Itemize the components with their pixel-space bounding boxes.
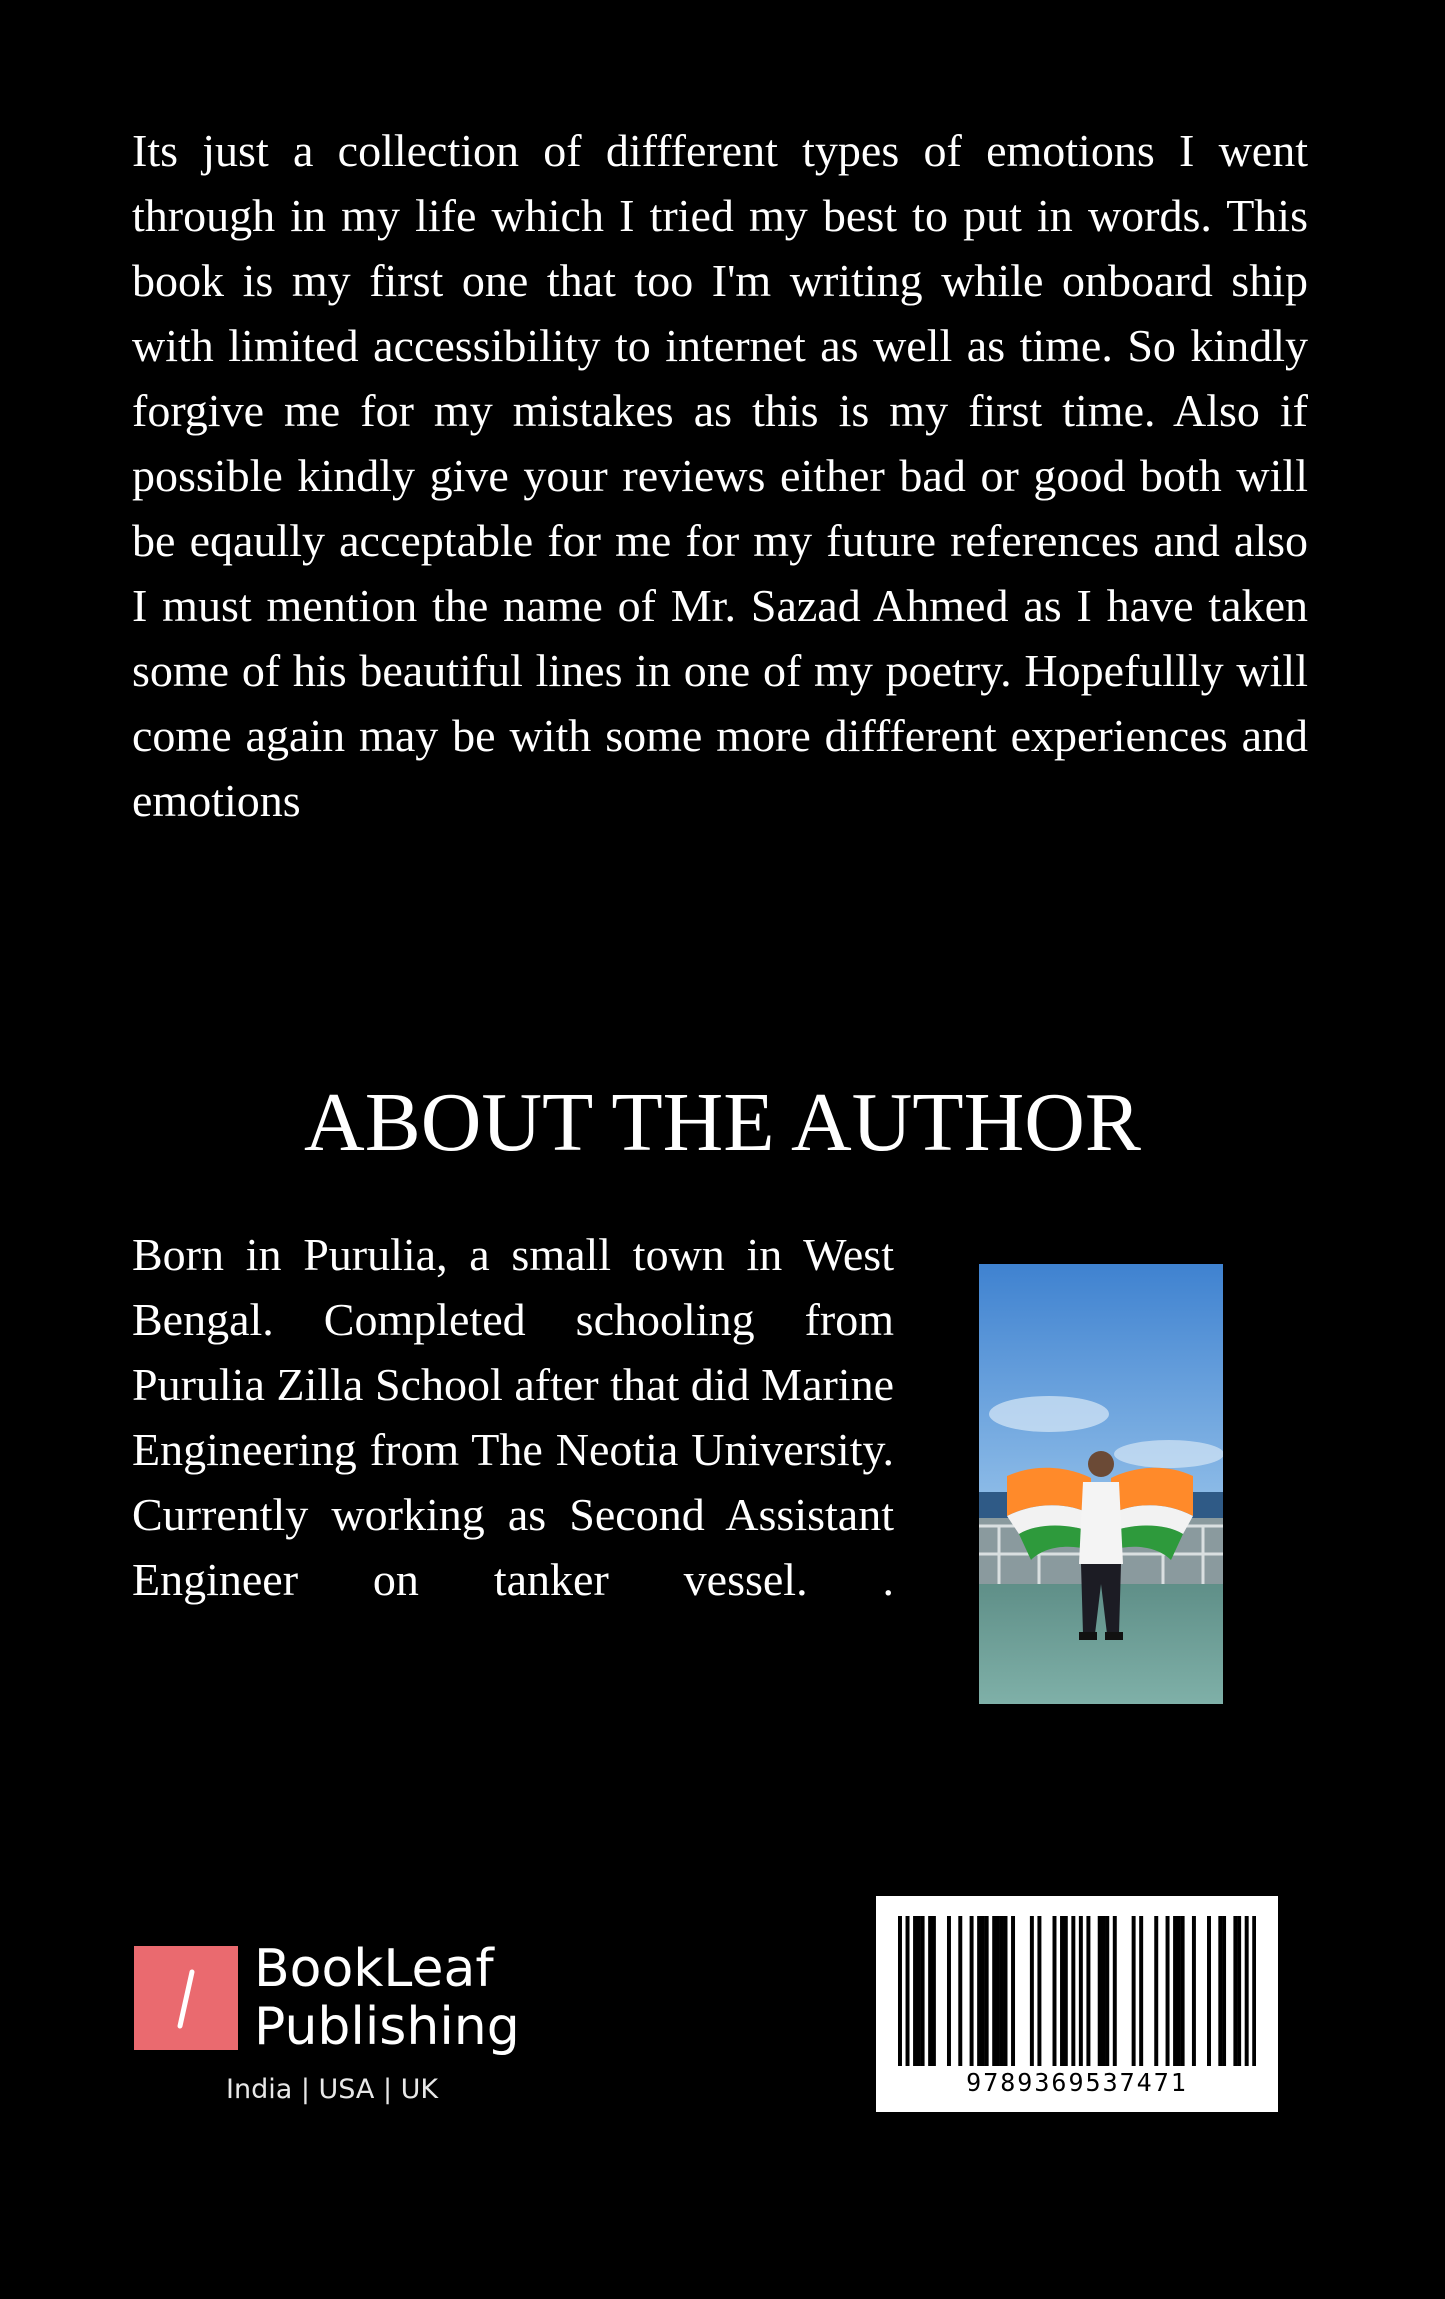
barcode-bar <box>913 1916 917 2066</box>
barcode-bar <box>1154 1916 1158 2066</box>
barcode-bar <box>970 1916 974 2066</box>
author-bio: Born in Purulia, a small town in West Bengal. Completed schooling from Purulia Zilla School after that did Marine Engineering from The Neotia University. Currently working as Second Assistant Engineer on tanker vessel. . <box>132 1229 894 1605</box>
barcode-bar <box>1252 1916 1256 2066</box>
barcode-bar <box>1098 1916 1102 2066</box>
barcode-bar <box>1139 1916 1143 2066</box>
barcode-bar <box>1245 1916 1249 2066</box>
barcode-bar <box>1173 1916 1177 2066</box>
barcode-bar <box>928 1916 932 2066</box>
about-the-author-heading: ABOUT THE AUTHOR <box>304 1076 1141 1169</box>
barcode-bar <box>992 1916 996 2066</box>
barcode-bar <box>1064 1916 1068 2066</box>
barcode-bar <box>1000 1916 1004 2066</box>
publisher-slash-icon <box>134 1946 238 2050</box>
barcode-bar <box>1132 1916 1136 2066</box>
barcode-bar <box>985 1916 989 2066</box>
barcode-bar <box>1037 1916 1041 2066</box>
barcode-bar <box>1166 1916 1170 2066</box>
barcode-bar <box>947 1916 951 2066</box>
barcode-bar <box>1053 1916 1057 2066</box>
barcode-bar <box>1011 1916 1015 2066</box>
publisher-name-line2: Publishing <box>254 1997 520 2057</box>
barcode-bar <box>917 1916 921 2066</box>
barcode-bar <box>1086 1916 1090 2066</box>
barcode-bar <box>921 1916 925 2066</box>
barcode-bar <box>958 1916 962 2066</box>
barcode-bar <box>977 1916 981 2066</box>
barcode-bar <box>1233 1916 1237 2066</box>
barcode-bar <box>1237 1916 1241 2066</box>
barcode-bar <box>1218 1916 1222 2066</box>
publisher-regions: India | USA | UK <box>226 2074 439 2105</box>
barcode-bar <box>1071 1916 1075 2066</box>
publisher-logo <box>134 1940 554 2120</box>
barcode-bar <box>932 1916 936 2066</box>
barcode-bar <box>1177 1916 1181 2066</box>
barcode-bar <box>1060 1916 1064 2066</box>
barcode-bar <box>1113 1916 1117 2066</box>
barcode-bar <box>1207 1916 1211 2066</box>
barcode-bar <box>981 1916 985 2066</box>
barcode-bar <box>1181 1916 1185 2066</box>
barcode-bar <box>906 1916 910 2066</box>
barcode-bar <box>1192 1916 1196 2066</box>
barcode-bar <box>1004 1916 1008 2066</box>
publisher-name <box>254 1940 520 2056</box>
barcode-bar <box>1105 1916 1109 2066</box>
author-photo <box>979 1264 1223 1704</box>
isbn-number: 9789369537471 <box>966 2068 1188 2097</box>
publisher-name-line1: BookLeaf <box>254 1939 494 1999</box>
barcode-bar <box>996 1916 1000 2066</box>
isbn-barcode <box>876 1896 1278 2112</box>
barcode-bar <box>898 1916 902 2066</box>
back-cover-blurb: Its just a collection of diffferent types of emotions I went through in my life which I tried my best to put in words. This book is my first one that too I'm writing while onboard ship with limited accessibility to internet as well as time. So kindly forgive me for my mistakes as this is my first time. Also if possible kindly give your reviews either bad or good both will be eqaully acceptable for me for my future references and also I must mention the name of Mr. Sazad Ahmed as I have taken some of his beautiful lines in one of my poetry. Hopefullly will come again may be with some more diffferent experiences and emotions <box>132 125 1308 826</box>
barcode-bars <box>898 1916 1256 2066</box>
barcode-bar <box>1079 1916 1083 2066</box>
barcode-bar <box>1030 1916 1034 2066</box>
barcode-bar <box>1101 1916 1105 2066</box>
barcode-bar <box>1222 1916 1226 2066</box>
